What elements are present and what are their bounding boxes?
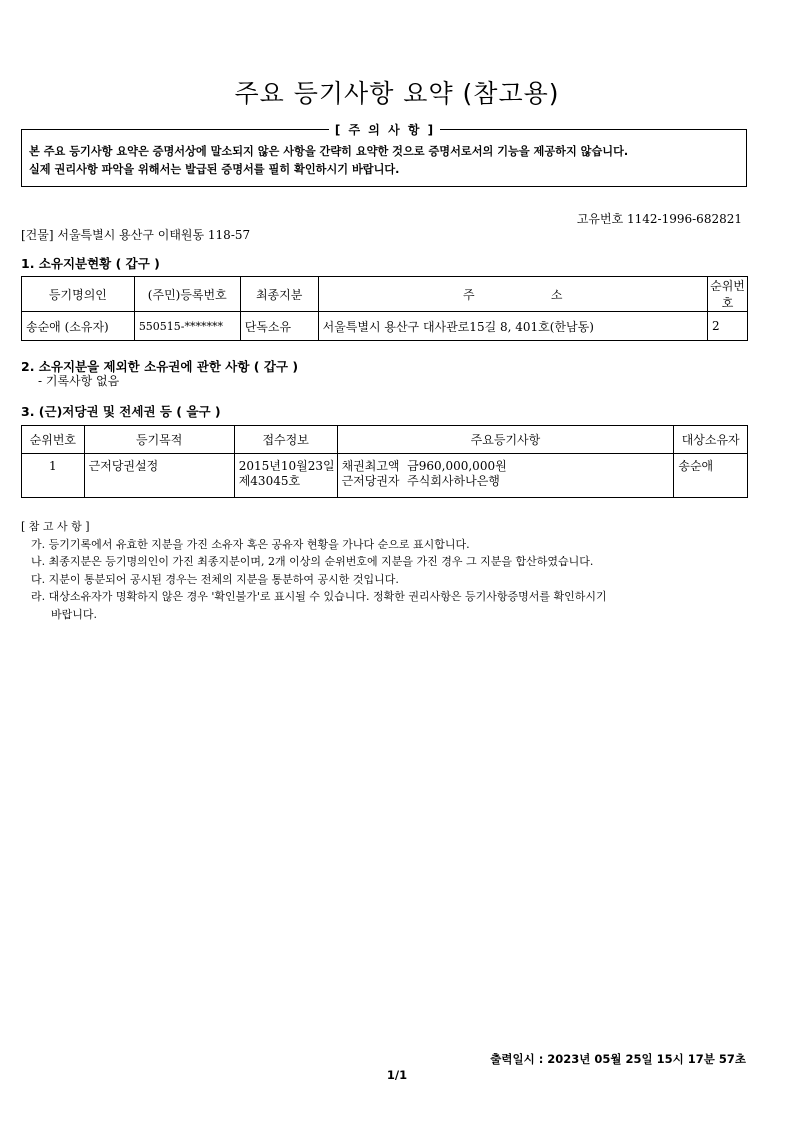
header-owner: 대상소유자 [674, 426, 748, 454]
owner-cell: 송순애 [674, 454, 748, 498]
purpose-cell: 근저당권설정 [84, 454, 234, 498]
notice-line-1: 본 주요 등기사항 요약은 증명서상에 말소되지 않은 사항을 간략히 요약한 것으로 증명서로서의 기능을 제공하지 않습니다. [29, 145, 629, 158]
header-reg-number: (주민)등록번호 [134, 277, 240, 312]
mortgagee: 근저당권자 주식회사하나은행 [341, 474, 500, 488]
section3-title: 3. (근)저당권 및 전세권 등 ( 을구 ) [21, 404, 221, 419]
section2-content: - 기록사항 없음 [38, 374, 120, 388]
unique-number: 고유번호 1142-1996-682821 [576, 212, 742, 226]
header-main-items: 주요등기사항 [337, 426, 674, 454]
holder-cell: 송순애 (소유자) [22, 312, 135, 341]
section2-title: 2. 소유지분을 제외한 소유권에 관한 사항 ( 갑구 ) [21, 359, 299, 374]
reference-item: 가. 등기기록에서 유효한 지분을 가진 소유자 혹은 공유자 현황을 가나다 순으로 표시합니다. [31, 537, 470, 551]
page-number: 1/1 [386, 1068, 408, 1082]
header-rank: 순위번호 [22, 426, 85, 454]
table-row [22, 454, 748, 498]
reference-item: 나. 최종지분은 등기명의인이 가진 최종지분이며, 2개 이상의 순위번호에 지분을 가진 경우 그 지분을 합산하였습니다. [31, 555, 594, 568]
reference-notes [21, 518, 761, 623]
table-row [22, 312, 748, 341]
max-claim-amount: 채권최고액 금960,000,000원 [341, 459, 507, 473]
reference-heading: [ 참 고 사 항 ] [21, 520, 90, 533]
section1-title: 1. 소유지분현황 ( 갑구 ) [21, 256, 160, 271]
reference-item: 라. 대상소유자가 명확하지 않은 경우 '확인불가'로 표시될 수 있습니다. 정확한 권리사항은 등기사항증명서를 확인하시기 [31, 590, 607, 603]
receipt-number: 제43045호 [238, 474, 301, 488]
page-title: 주요 등기사항 요약 (참고용) [234, 79, 560, 108]
printed-datetime: 출력일시 : 2023년 05월 25일 15시 17분 57초 [490, 1052, 746, 1066]
receipt-date: 2015년10월23일 [238, 459, 335, 473]
notice-line-2: 실제 권리사항 파악을 위해서는 발급된 증명서를 필히 확인하시기 바랍니다. [29, 163, 400, 176]
receipt-cell [234, 454, 337, 498]
header-rank: 순위번호 [708, 277, 748, 312]
table-header-row [22, 277, 748, 312]
header-address: 주 소 [318, 277, 707, 312]
notice-heading: [ 주 의 사 항 ] [334, 123, 436, 137]
ownership-table [21, 276, 748, 341]
header-final-share: 최종지분 [240, 277, 318, 312]
table-header-row [22, 426, 748, 454]
building-address: [건물] 서울특별시 용산구 이태원동 118-57 [21, 228, 251, 242]
final-share-cell: 단독소유 [240, 312, 318, 341]
reference-item: 다. 지분이 통분되어 공시된 경우는 전체의 지분을 통분하여 공시한 것입니다. [31, 572, 399, 586]
reg-number-cell: 550515-******* [134, 312, 240, 341]
notice-text [29, 143, 743, 179]
header-receipt: 접수정보 [234, 426, 337, 454]
address-cell: 서울특별시 용산구 대사관로15길 8, 401호(한남동) [318, 312, 707, 341]
rank-cell: 2 [708, 312, 748, 341]
header-holder: 등기명의인 [22, 277, 135, 312]
reference-item-continuation: 바랍니다. [51, 607, 98, 621]
main-items-cell [337, 454, 674, 498]
header-purpose: 등기목적 [84, 426, 234, 454]
rank-cell: 1 [22, 454, 85, 498]
mortgage-table [21, 425, 748, 498]
